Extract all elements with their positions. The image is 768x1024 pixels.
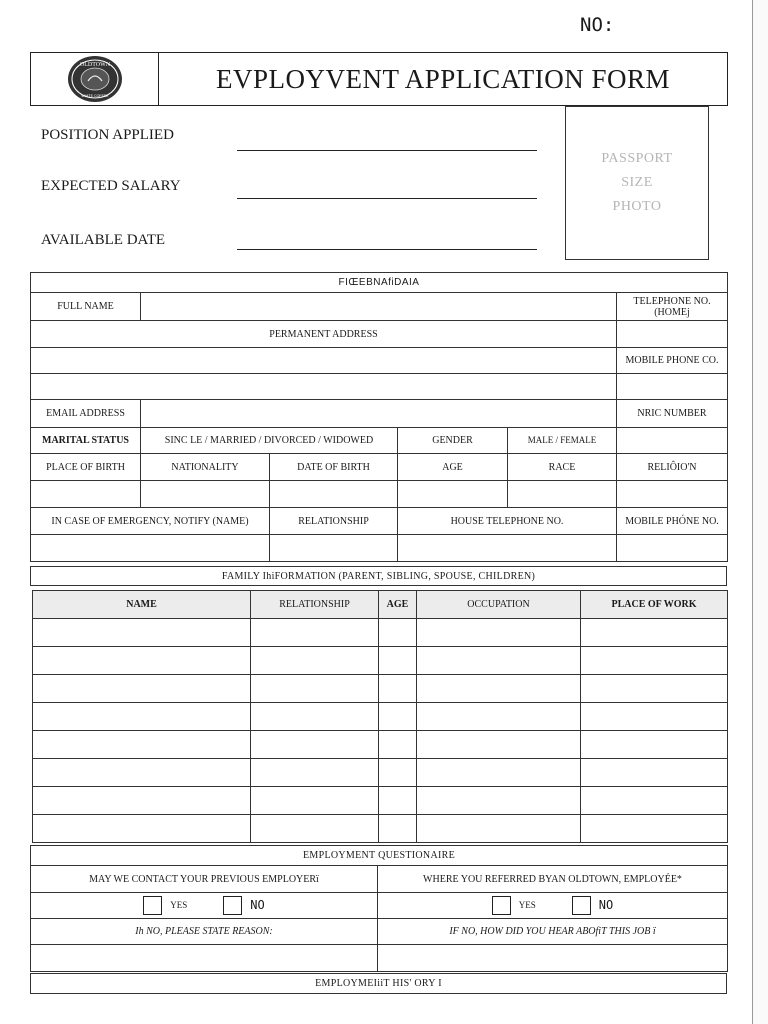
family-place-of-work-cell[interactable] xyxy=(581,815,728,843)
emergency-contact-field[interactable] xyxy=(31,535,270,562)
q2-yes-checkbox[interactable] xyxy=(492,896,511,915)
mobile-phone-no-field[interactable] xyxy=(617,535,728,562)
family-occupation-cell[interactable] xyxy=(417,815,581,843)
expected-salary-field[interactable] xyxy=(237,198,537,199)
passport-photo-box[interactable] xyxy=(565,106,709,260)
family-col-occupation: OCCUPATION xyxy=(417,591,581,619)
family-name-cell[interactable] xyxy=(33,759,251,787)
q1-yes-label: YES xyxy=(170,899,188,910)
family-name-cell[interactable] xyxy=(33,647,251,675)
family-name-cell[interactable] xyxy=(33,815,251,843)
family-col-relationship: RELATIONSHIP xyxy=(251,591,379,619)
family-relationship-cell[interactable] xyxy=(251,647,379,675)
religion-field[interactable] xyxy=(617,481,728,508)
mobile-phone-field[interactable] xyxy=(617,374,728,400)
employment-history-title: EMPLOYMEIiiT HIS' ORY I xyxy=(31,974,727,994)
permanent-address-label: PERMANENT ADDRESS xyxy=(31,321,617,348)
date-of-birth-field[interactable] xyxy=(270,481,398,508)
family-relationship-cell[interactable] xyxy=(251,619,379,647)
mobile-phone-label: MOBILE PHONE CO. xyxy=(617,348,728,374)
question-contact-employer: MAY WE CONTACT YOUR PREVIOUS EMPLOYERï xyxy=(31,866,378,893)
family-name-cell[interactable] xyxy=(33,703,251,731)
family-col-place-of-work: PLACE OF WORK xyxy=(581,591,728,619)
photo-label-line1: PASSPORT xyxy=(601,151,673,166)
emergency-contact-label: IN CASE OF EMERGENCY, NOTIFY (NAME) xyxy=(31,508,270,535)
nric-field[interactable] xyxy=(617,428,728,454)
email-label: EMAIL ADDRESS xyxy=(31,400,141,428)
family-age-cell[interactable] xyxy=(379,759,417,787)
place-of-birth-label: PLACE OF BIRTH xyxy=(31,454,141,481)
telephone-home-label: TELEPHONE NO. (HOMEj xyxy=(617,293,728,321)
page-edge-shadow xyxy=(752,0,768,1024)
family-age-cell[interactable] xyxy=(379,703,417,731)
table-row xyxy=(33,647,728,675)
full-name-field[interactable] xyxy=(141,293,617,321)
q2-no-checkbox[interactable] xyxy=(572,896,591,915)
form-number-label: NO: xyxy=(580,14,615,36)
family-name-cell[interactable] xyxy=(33,619,251,647)
gender-options[interactable]: MALE / FEMALE xyxy=(508,428,617,454)
family-relationship-cell[interactable] xyxy=(251,703,379,731)
email-field[interactable] xyxy=(141,400,617,428)
family-age-cell[interactable] xyxy=(379,647,417,675)
family-place-of-work-cell[interactable] xyxy=(581,619,728,647)
personal-data-table xyxy=(30,272,728,562)
family-occupation-cell[interactable] xyxy=(417,731,581,759)
marital-status-options[interactable]: SINC LE / MARRIED / DIVORCED / WIDOWED xyxy=(141,428,398,454)
emergency-relationship-field[interactable] xyxy=(270,535,398,562)
family-place-of-work-cell[interactable] xyxy=(581,731,728,759)
q2-answer-cell xyxy=(378,893,728,919)
family-table xyxy=(32,590,728,843)
family-age-cell[interactable] xyxy=(379,787,417,815)
family-place-of-work-cell[interactable] xyxy=(581,787,728,815)
age-field[interactable] xyxy=(398,481,508,508)
photo-label-line2: SIZE xyxy=(621,175,653,190)
q1-no-label: NO xyxy=(250,897,265,912)
form-title: EVPLOYVENT APPLICATION FORM xyxy=(215,63,671,94)
place-of-birth-field[interactable] xyxy=(31,481,141,508)
form-header xyxy=(30,52,728,106)
position-applied-label: POSITION APPLIED xyxy=(41,127,174,143)
family-relationship-cell[interactable] xyxy=(251,787,379,815)
q1-followup-label: Ih NO, PLEASE STATE REASON: xyxy=(31,919,378,945)
expected-salary-label: EXPECTED SALARY xyxy=(41,178,181,194)
family-age-cell[interactable] xyxy=(379,619,417,647)
table-row xyxy=(33,815,728,843)
family-info-title: FAMILY IhiFORMATION (PARENT, SIBLING, SPOUSE, CHILDREN) xyxy=(31,567,727,586)
family-occupation-cell[interactable] xyxy=(417,703,581,731)
house-telephone-field[interactable] xyxy=(398,535,617,562)
family-name-cell[interactable] xyxy=(33,787,251,815)
date-of-birth-label: DATE OF BIRTH xyxy=(270,454,398,481)
race-field[interactable] xyxy=(508,481,617,508)
q2-yes-label: YES xyxy=(518,899,536,910)
svg-text:WHITE COFFEE: WHITE COFFEE xyxy=(80,94,109,98)
svg-text:OLDTOWN: OLDTOWN xyxy=(79,62,110,68)
table-row xyxy=(33,675,728,703)
q2-followup-label: IF NO, HOW DID YOU HEAR ABOfiT THIS JOB ï xyxy=(378,919,728,945)
personal-data-title: FIŒEBNAfiDAIA xyxy=(31,273,728,293)
q1-no-checkbox[interactable] xyxy=(223,896,242,915)
family-occupation-cell[interactable] xyxy=(417,787,581,815)
age-label: AGE xyxy=(398,454,508,481)
family-occupation-cell[interactable] xyxy=(417,675,581,703)
marital-status-label: MARITAL STATUS xyxy=(31,428,141,454)
family-place-of-work-cell[interactable] xyxy=(581,759,728,787)
family-occupation-cell[interactable] xyxy=(417,647,581,675)
available-date-field[interactable] xyxy=(237,249,537,250)
table-row xyxy=(33,619,728,647)
logo-cell xyxy=(31,53,159,105)
family-name-cell[interactable] xyxy=(33,675,251,703)
family-relationship-cell[interactable] xyxy=(251,731,379,759)
telephone-home-field[interactable] xyxy=(617,321,728,348)
question-referred-by-employee: WHERE YOU REFERRED BYAN OLDTOWN, EMPLOYÉE* xyxy=(378,866,728,893)
full-name-label: FULL NAME xyxy=(31,293,141,321)
house-telephone-label: HOUSE TELEPHONE NO. xyxy=(398,508,617,535)
permanent-address-field-line1[interactable] xyxy=(31,348,617,374)
q2-source-field[interactable] xyxy=(378,945,728,972)
nationality-label: NATIONALITY xyxy=(141,454,270,481)
photo-label-line3: PHOTO xyxy=(612,199,662,214)
race-label: RACE xyxy=(508,454,617,481)
family-info-title-table xyxy=(30,566,727,586)
q1-answer-cell xyxy=(31,893,378,919)
table-row xyxy=(33,731,728,759)
q1-yes-checkbox[interactable] xyxy=(143,896,162,915)
family-occupation-cell[interactable] xyxy=(417,619,581,647)
questionnaire-table xyxy=(30,845,728,972)
oldtown-logo-icon xyxy=(66,54,124,104)
table-row xyxy=(33,759,728,787)
family-relationship-cell[interactable] xyxy=(251,759,379,787)
available-date-label: AVAILABLE DATE xyxy=(41,232,166,248)
mobile-phone-no-label: MOBILE PHÓNE NO. xyxy=(617,508,728,535)
relationship-label: RELATIONSHIP xyxy=(270,508,398,535)
family-age-cell[interactable] xyxy=(379,815,417,843)
nric-label: NRIC NUMBER xyxy=(617,400,728,428)
religion-label: RELIÔIO'N xyxy=(617,454,728,481)
gender-label: GENDER xyxy=(398,428,508,454)
family-place-of-work-cell[interactable] xyxy=(581,703,728,731)
family-relationship-cell[interactable] xyxy=(251,675,379,703)
position-applied-field[interactable] xyxy=(237,150,537,151)
family-occupation-cell[interactable] xyxy=(417,759,581,787)
family-place-of-work-cell[interactable] xyxy=(581,647,728,675)
family-col-name: NAME xyxy=(33,591,251,619)
q2-no-label: NO xyxy=(598,897,614,912)
q1-reason-field[interactable] xyxy=(31,945,378,972)
questionnaire-title: EMPLOYMENT QUESTIONAIRE xyxy=(31,846,728,866)
family-age-cell[interactable] xyxy=(379,675,417,703)
family-col-age: AGE xyxy=(379,591,417,619)
permanent-address-field-line2[interactable] xyxy=(31,374,617,400)
family-age-cell[interactable] xyxy=(379,731,417,759)
nationality-field[interactable] xyxy=(141,481,270,508)
table-row xyxy=(33,703,728,731)
employment-history-title-table xyxy=(30,973,727,994)
table-row xyxy=(33,787,728,815)
family-name-cell[interactable] xyxy=(33,731,251,759)
family-relationship-cell[interactable] xyxy=(251,815,379,843)
family-place-of-work-cell[interactable] xyxy=(581,675,728,703)
